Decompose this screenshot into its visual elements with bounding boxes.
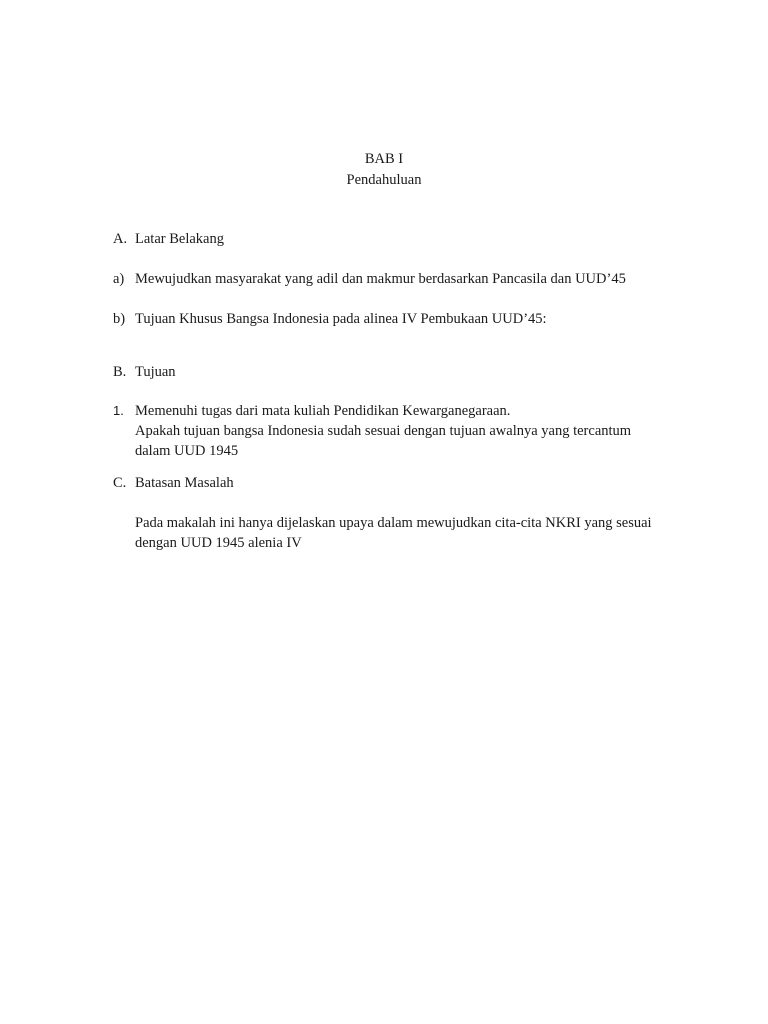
section-b-title: Tujuan xyxy=(135,364,176,380)
numbered-item-1-line-2: Apakah tujuan bangsa Indonesia sudah sesuai dengan tujuan awalnya yang tercantum xyxy=(135,423,632,439)
list-item-a-text: Mewujudkan masyarakat yang adil dan makmur berdasarkan Pancasila dan UUD’45 xyxy=(135,271,626,287)
section-a-marker: A. xyxy=(113,231,128,247)
list-item-a-marker: a) xyxy=(113,271,125,287)
numbered-item-1-line-3: dalam UUD 1945 xyxy=(135,443,239,459)
section-a-title: Latar Belakang xyxy=(135,231,224,247)
chapter-number: BAB I xyxy=(364,151,404,167)
section-c-paragraph-line-2: dengan UUD 1945 alenia IV xyxy=(135,535,302,551)
section-c-paragraph-text xyxy=(135,513,695,553)
section-b-marker: B. xyxy=(113,364,127,380)
numbered-item-1-text xyxy=(135,401,695,461)
section-c-title: Batasan Masalah xyxy=(135,475,234,491)
list-item-b-marker: b) xyxy=(113,311,126,327)
section-c-marker: C. xyxy=(113,475,127,491)
list-item-b-text: Tujuan Khusus Bangsa Indonesia pada alinea IV Pembukaan UUD’45: xyxy=(135,311,547,327)
numbered-item-1-line-1: Memenuhi tugas dari mata kuliah Pendidikan Kewarganegaraan. xyxy=(135,403,511,419)
numbered-item-1-marker: 1. xyxy=(113,403,124,418)
section-c-paragraph-line-1: Pada makalah ini hanya dijelaskan upaya dalam mewujudkan cita-cita NKRI yang sesuai xyxy=(135,515,652,531)
chapter-title: Pendahuluan xyxy=(346,172,422,188)
